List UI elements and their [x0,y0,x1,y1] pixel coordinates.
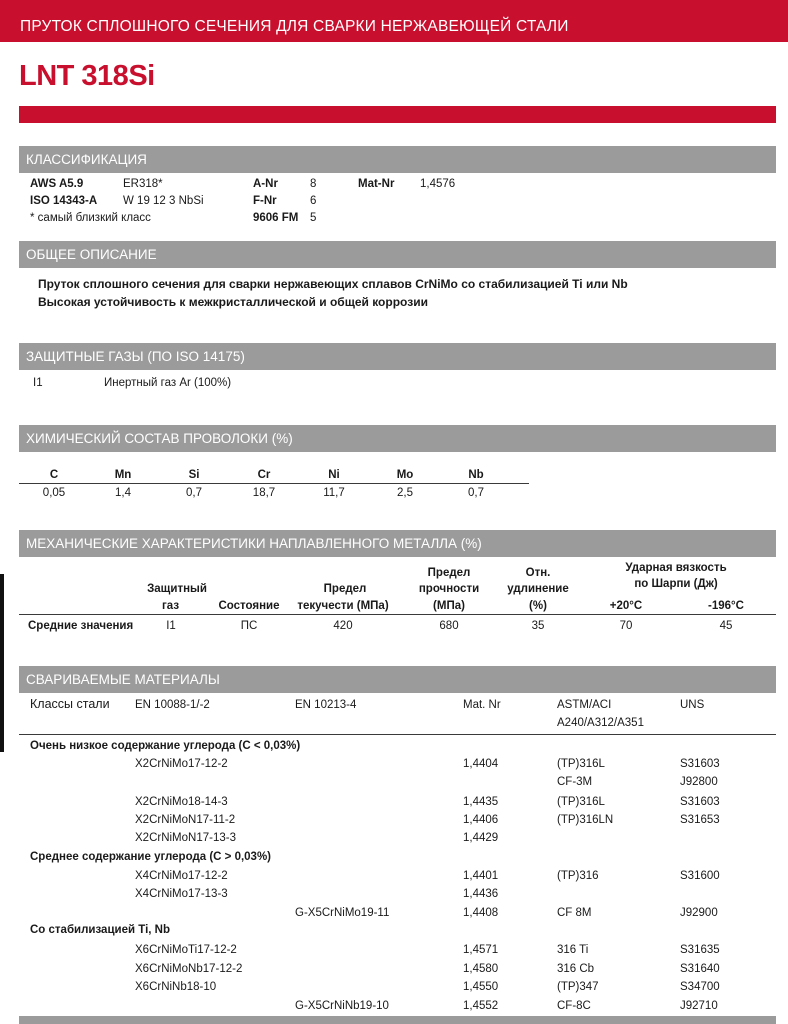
materials-cell-astm: CF 8M [557,907,592,919]
materials-cell-en10088: X2CrNiMoN17-11-2 [135,814,236,826]
aws-label: AWS A5.9 [30,178,84,190]
mech-header-state: Состояние [218,600,280,612]
mech-value-impact-196: 45 [719,620,733,632]
mech-value-elongation: 35 [531,620,545,632]
materials-cell-matnr: 1,4580 [463,963,499,975]
chem-value-mo: 2,5 [397,487,413,499]
materials-header-mat-nr: Mat. Nr [463,699,501,711]
chem-divider [19,483,529,484]
mech-divider [19,614,776,615]
materials-cell-astm: (TP)347 [557,981,599,993]
mech-header-elong-2: удлинение [507,583,569,595]
mech-value-state: ПС [240,620,258,632]
mech-header-gas-2: газ [162,600,180,612]
iso-label: ISO 14343-A [30,195,98,207]
materials-cell-matnr: 1,4435 [463,796,499,808]
gas-code: I1 [33,377,43,389]
materials-divider [19,734,776,735]
chem-header-mn: Mn [114,469,132,481]
section-title: ХИМИЧЕСКИЙ СОСТАВ ПРОВОЛОКИ (%) [26,431,293,446]
mech-value-gas: I1 [166,620,176,632]
materials-header-en10213: EN 10213-4 [295,699,357,711]
materials-cell-en10088: X6CrNiNb18-10 [135,981,217,993]
chem-value-si: 0,7 [186,487,202,499]
chem-header-c: C [49,469,59,481]
materials-cell-matnr: 1,4408 [463,907,499,919]
mech-row-label: Средние значения [28,620,134,632]
materials-cell-uns: J92900 [680,907,718,919]
materials-group-stabilized: Со стабилизацией Ti, Nb [30,924,170,936]
gas-description: Инертный газ Ar (100%) [104,377,232,389]
materials-cell-matnr: 1,4406 [463,814,499,826]
chem-header-mo: Mo [396,469,414,481]
materials-cell-uns: S34700 [680,981,720,993]
materials-header-astm-1: ASTM/ACI [557,699,612,711]
section-title: ЗАЩИТНЫЕ ГАЗЫ (ПО ISO 14175) [26,349,245,364]
title-divider-bar [19,106,776,123]
f-nr-value: 6 [310,195,317,207]
section-header-materials [19,666,776,693]
materials-cell-astm: (TP)316LN [557,814,614,826]
materials-cell-uns: J92800 [680,776,718,788]
mech-header-impact-1: Ударная вязкость [625,562,727,574]
classification-note: * самый близкий класс [30,212,151,224]
materials-header-uns: UNS [680,699,705,711]
materials-cell-matnr: 1,4429 [463,832,499,844]
materials-cell-astm: 316 Ti [557,944,589,956]
materials-cell-matnr: 1,4404 [463,758,499,770]
mech-header-temp-196: -196°C [708,600,744,612]
materials-group-low-carbon: Очень низкое содержание углерода (C < 0,03%) [30,740,301,752]
materials-cell-matnr: 1,4550 [463,981,499,993]
mech-header-elong-3: (%) [529,600,547,612]
materials-cell-en10088: X2CrNiMo17-12-2 [135,758,228,770]
product-title: LNT 318Si [19,60,155,92]
mech-value-yield: 420 [333,620,353,632]
section-header-classification [19,146,776,173]
materials-cell-uns: S31603 [680,796,720,808]
chem-header-cr: Cr [257,469,271,481]
bottom-section-bar [19,1016,776,1024]
materials-cell-matnr: 1,4571 [463,944,499,956]
materials-cell-uns: S31635 [680,944,720,956]
materials-cell-astm: CF-8C [557,1000,591,1012]
materials-cell-astm: (TP)316L [557,758,605,770]
mech-header-yield-2: текучести (МПа) [297,600,389,612]
mech-value-impact-20: 70 [619,620,633,632]
chem-value-ni: 11,7 [323,487,345,499]
materials-cell-uns: J92710 [680,1000,718,1012]
page-edge-marker [0,574,4,752]
mech-header-tensile-2: прочности [418,583,480,595]
materials-group-medium-carbon: Среднее содержание углерода (C > 0,03%) [30,851,272,863]
section-header-chemistry [19,425,776,452]
description-line-1: Пруток сплошного сечения для сварки нержавеющих сплавов CrNiMo со стабилизацией Ti или Nb [38,277,628,291]
materials-header-en10088: EN 10088-1/-2 [135,699,210,711]
materials-cell-en10088: X4CrNiMo17-12-2 [135,870,228,882]
mech-header-elong-1: Отн. [525,567,551,579]
aws-value: ER318* [123,178,163,190]
section-title: СВАРИВАЕМЫЕ МАТЕРИАЛЫ [26,672,220,687]
mech-header-temp-20: +20°C [609,600,643,612]
materials-cell-en10213: G-X5CrNiMo19-11 [295,907,390,919]
chem-header-nb: Nb [468,469,484,481]
a-nr-value: 8 [310,178,317,190]
materials-cell-en10213: G-X5CrNiNb19-10 [295,1000,389,1012]
banner-title: ПРУТОК СПЛОШНОГО СЕЧЕНИЯ ДЛЯ СВАРКИ НЕРЖАВЕЮЩЕЙ СТАЛИ [20,18,569,35]
materials-cell-uns: S31640 [680,963,720,975]
materials-cell-en10088: X6CrNiMoNb17-12-2 [135,963,243,975]
materials-header-classes: Классы стали [30,697,110,711]
materials-header-astm-2: A240/A312/A351 [557,717,644,729]
chem-header-ni: Ni [328,469,340,481]
section-title: МЕХАНИЧЕСКИЕ ХАРАКТЕРИСТИКИ НАПЛАВЛЕННОГО МЕТАЛЛА (%) [26,536,482,551]
materials-cell-en10088: X2CrNiMo18-14-3 [135,796,228,808]
materials-cell-astm: CF-3M [557,776,593,788]
materials-cell-uns: S31653 [680,814,720,826]
mech-header-yield-1: Предел [323,583,367,595]
chem-value-mn: 1,4 [115,487,131,499]
materials-cell-uns: S31603 [680,758,720,770]
section-header-description [19,241,776,268]
mat-nr-label: Mat-Nr [358,178,395,190]
iso-value: W 19 12 3 NbSi [123,195,204,207]
materials-cell-uns: S31600 [680,870,720,882]
mech-header-tensile-3: (МПа) [433,600,465,612]
materials-cell-astm: (TP)316 [557,870,599,882]
mat-nr-value: 1,4576 [420,178,456,190]
materials-cell-en10088: X6CrNiMoTi17-12-2 [135,944,237,956]
f-nr-label: F-Nr [253,195,277,207]
materials-cell-astm: (TP)316L [557,796,605,808]
section-title: ОБЩЕЕ ОПИСАНИЕ [26,247,157,262]
materials-cell-en10088: X4CrNiMo17-13-3 [135,888,228,900]
mech-header-gas-1: Защитный [147,583,207,595]
chem-header-si: Si [188,469,200,481]
mech-value-tensile: 680 [439,620,459,632]
description-line-2: Высокая устойчивость к межкристаллической и общей коррозии [38,295,428,309]
section-title: КЛАССИФИКАЦИЯ [26,152,147,167]
a-nr-label: A-Nr [253,178,278,190]
chem-value-nb: 0,7 [468,487,484,499]
materials-cell-en10088: X2CrNiMoN17-13-3 [135,832,236,844]
materials-cell-astm: 316 Cb [557,963,595,975]
chem-value-c: 0,05 [42,487,66,499]
fm-value: 5 [310,212,317,224]
materials-cell-matnr: 1,4401 [463,870,499,882]
section-header-mechanical [19,530,776,557]
fm-label: 9606 FM [253,212,299,224]
materials-cell-matnr: 1,4436 [463,888,499,900]
mech-header-tensile-1: Предел [427,567,471,579]
materials-cell-matnr: 1,4552 [463,1000,499,1012]
chem-value-cr: 18,7 [252,487,276,499]
section-header-gases [19,343,776,370]
mech-header-impact-2: по Шарпи (Дж) [634,578,718,590]
top-banner [0,0,788,42]
